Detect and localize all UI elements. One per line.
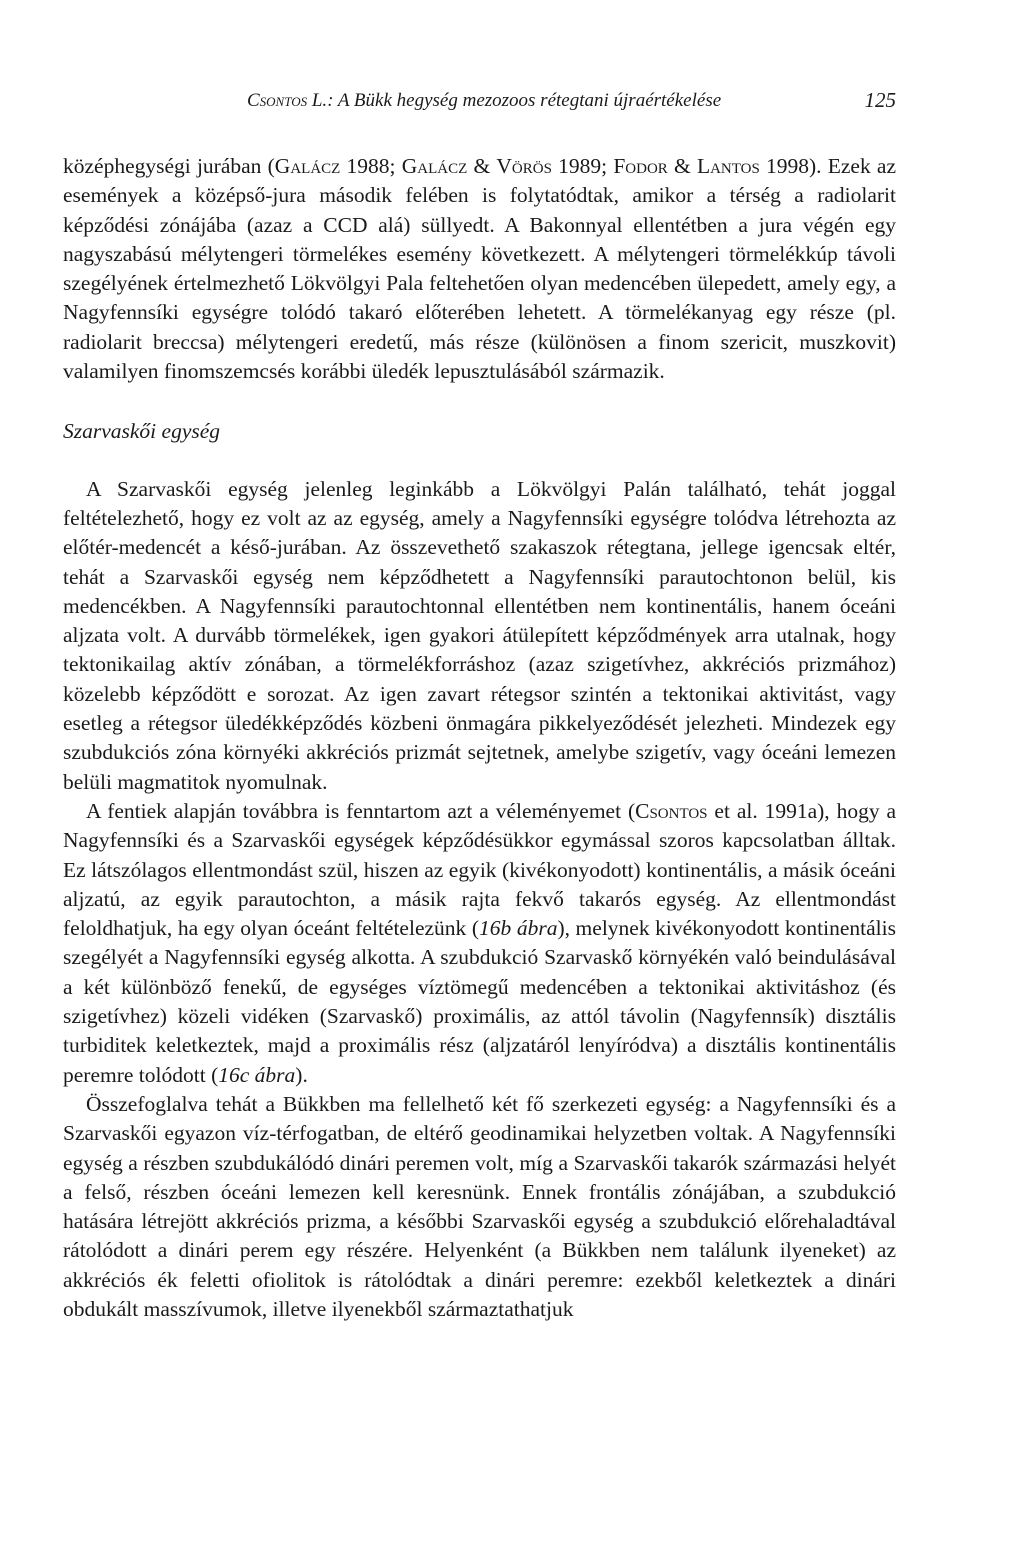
citation-author: Fodor bbox=[613, 154, 668, 178]
citation-author: Galácz bbox=[274, 154, 341, 178]
text-run: & bbox=[467, 154, 497, 178]
page bbox=[63, 88, 896, 1324]
section-heading: Szarvaskői egység bbox=[63, 419, 221, 444]
figure-reference: 16c ábra bbox=[218, 1062, 296, 1087]
figure-reference: 16b ábra bbox=[479, 916, 558, 941]
paragraph-4: Összefoglalva tehát a Bükkben ma fellelhető két fő szerkezeti egység: a Nagyfennsíki és a Szarvaskői egyazon víz-térfogatban, de eltérő geodinamikai helyzetben voltak. A Nagyfennsíki egység a részben szubdukálódó dinári peremen volt, míg a Szarvaskői takarók származási helyét a felső, részben óceáni lemezen kell keresnünk. Ennek frontális zónájában, a szubdukció hatására létrejött akkréciós prizma, a későbbi Szarvaskői egység a szubdukció előrehaladtával rátolódott a dinári perem egy részére. Helyenként (a Bükkben nem találunk ilyeneket) az akkréciós ék feletti ofiolitok is rátolódtak a dinári peremre: ezekből keletkeztek a dinári obdukált masszívumok, illetve ilyenekből származtathatjuk bbox=[63, 1091, 896, 1321]
body-text bbox=[63, 152, 896, 1324]
text-run: középhegységi jurában ( bbox=[63, 154, 275, 178]
text-run: ). bbox=[295, 1062, 308, 1087]
citation-author: Galácz bbox=[401, 154, 468, 178]
text-run: et al. 1991a), hogy a Nagyfennsíki és a Szarvaskői egységek képződésükkor egymással szoros kapcsolatban álltak. Ez látszólagos ellentmondást szül, hiszen az egyik (kivékonyodott) kontinentális, a másik óceáni aljzatú, az egyik parautochton, a másik rajta fekvő takarós egység. Az ellentmondást feloldhatjuk, ha egy olyan óceánt feltételezünk ( bbox=[63, 798, 897, 941]
text-run: & bbox=[667, 154, 697, 178]
paragraph-3 bbox=[63, 797, 896, 1090]
text-run: A fentiek alapján továbbra is fenntartom azt a véleményemet ( bbox=[86, 798, 636, 823]
citation-author: Lantos bbox=[696, 154, 760, 178]
paragraph-1 bbox=[63, 152, 896, 386]
citation-author: Vörös bbox=[496, 154, 552, 178]
text-run: 1989; bbox=[551, 154, 614, 178]
header-title: : A Bükk hegység mezozoos rétegtani újraértékelése bbox=[327, 90, 722, 111]
citation-author: Csontos bbox=[635, 798, 708, 823]
page-number: 125 bbox=[864, 88, 896, 112]
text-run: 1988; bbox=[340, 154, 402, 178]
running-title bbox=[247, 90, 721, 112]
paragraph-2: A Szarvaskői egység jelenleg leginkább a Lökvölgyi Palán található, tehát joggal feltételezhető, hogy ez volt az az egység, amely a Nagyfennsíki egységre tolódva létrehozta az előtér-medencét a késő-jurában. Az összevethető szakaszok rétegtana, jellege igencsak eltér, tehát a Szarvaskői egység nem képződhetett a Nagyfennsíki parautochtonon belül, kis medencékben. A Nagyfennsíki parautochtonnal ellentétben nem kontinentális, hanem óceáni aljzata volt. A durvább törmelékek, igen gyakori átülepített képződmények arra utalnak, hogy tektonikailag aktív zónában, a törmelékforráshoz (azaz szigetívhez, akkréciós prizmához) közelebb képződött e sorozat. Az igen zavart rétegsor szintén a tektonikai aktivitást, vagy esetleg a rétegsor üledékképződés közbeni önmagára pikkelyeződését jelezheti. Mindezek egy szubdukciós zóna környéki akkréciós prizmát sejtetnek, amelybe szigetív, vagy óceáni lemezen belüli magmatitok nyomulnak. bbox=[63, 476, 896, 794]
text-run: 1998). Ezek az események a középső-jura második felében is folytatódtak, amikor a térség a radiolarit képződési zónájába (azaz a CCD alá) süllyedt. A Bakonnyal ellentétben a jura végén egy nagyszabású mélytengeri törmelékes esemény következett. A mélytengeri törmelékkúp távoli szegélyének értelmezhető Lökvölgyi Pala feltehetően olyan medencében ülepedett, amely egy, a Nagyfennsíki egységre tolódó takaró előterében lehetett. A törmelékanyag egy része (pl. radiolarit breccsa) mélytengeri eredetű, más része (különösen a finom szericit, muszkovit) valamilyen finomszemcsés korábbi üledék lepusztulásából származik. bbox=[63, 154, 897, 384]
text-run: ), melynek kivékonyodott kontinentális szegélyét a Nagyfennsíki egység alkotta. A szubdukció Szarvaskő környékén való beindulásával a két különböző fenekű, de egységes víztömegű medencében a tektonikai aktivitáshoz (és szigetívhez) közeli vidéken (Szarvaskő) proximális, az attól távolin (Nagyfennsík) disztális turbiditek keletkeztek, majd a proximális rész (aljzatáról lenyíródva) a disztális kontinentális peremre tolódott ( bbox=[63, 916, 896, 1087]
running-header bbox=[63, 88, 896, 122]
header-author: Csontos L. bbox=[247, 90, 328, 111]
